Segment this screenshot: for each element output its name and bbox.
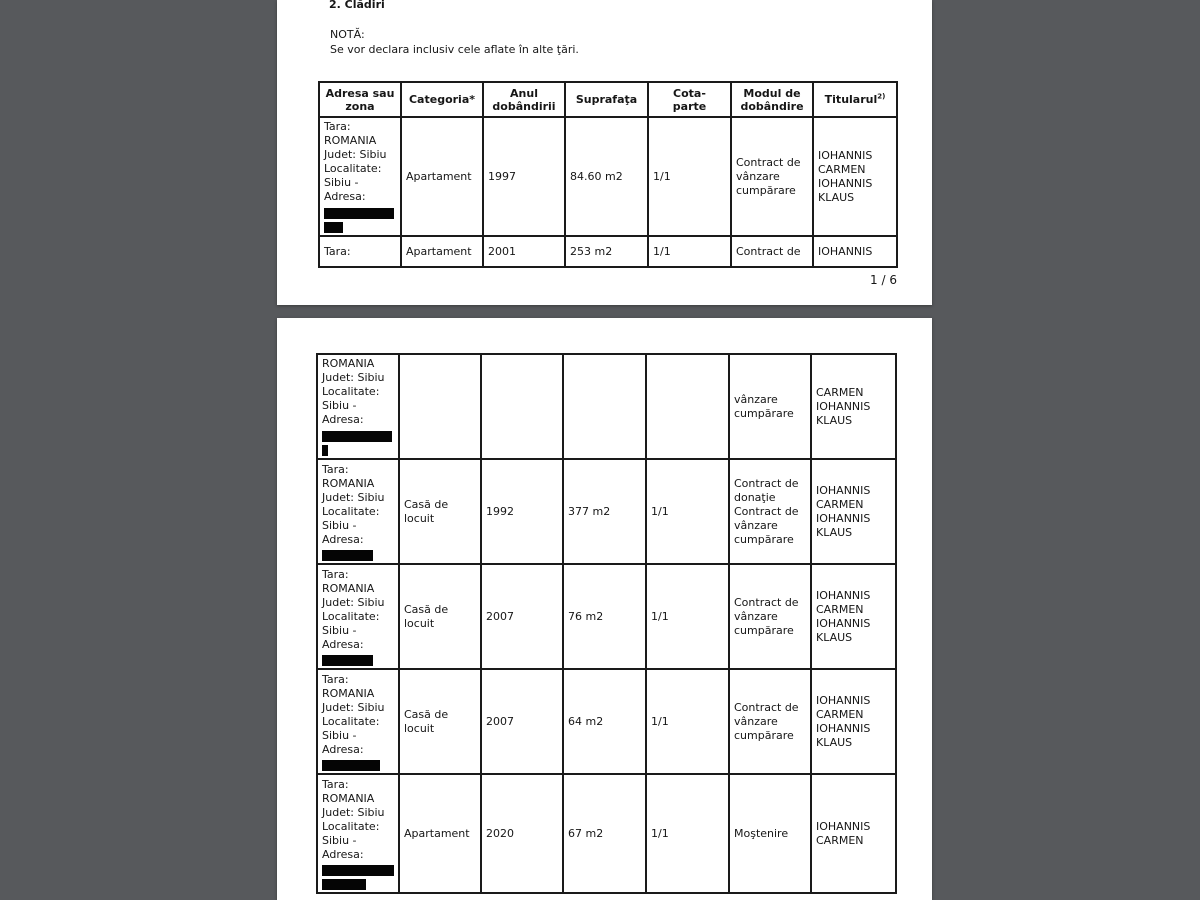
- category-cell: Casă de locuit: [399, 459, 481, 564]
- share-cell: 1/1: [648, 236, 731, 267]
- table-header-row: [319, 82, 897, 117]
- address-cell: ROMANIA Judet: Sibiu Localitate: Sibiu - Adresa:: [317, 354, 399, 459]
- redaction-bar: [322, 655, 373, 666]
- note-label: NOTĂ:: [330, 28, 365, 41]
- address-cell: Tara: ROMANIA Judet: Sibiu Localitate: Sibiu - Adresa:: [319, 117, 401, 236]
- share-cell: 1/1: [646, 669, 729, 774]
- redaction-bar: [322, 760, 380, 771]
- owner-cell: CARMEN IOHANNIS KLAUS: [811, 354, 896, 459]
- section-title: 2. Clădiri: [329, 0, 385, 11]
- address-cell: Tara: ROMANIA Judet: Sibiu Localitate: Sibiu - Adresa:: [317, 774, 399, 893]
- owner-cell: IOHANNIS CARMEN IOHANNIS KLAUS: [811, 459, 896, 564]
- acquisition-cell: vânzare cumpărare: [729, 354, 811, 459]
- share-cell: 1/1: [646, 564, 729, 669]
- acquisition-cell: Contract de vânzare cumpărare: [731, 117, 813, 236]
- owner-cell: IOHANNIS CARMEN IOHANNIS KLAUS: [811, 564, 896, 669]
- year-cell: 1997: [483, 117, 565, 236]
- acquisition-cell: Contract de: [731, 236, 813, 267]
- category-cell: [399, 354, 481, 459]
- share-cell: 1/1: [648, 117, 731, 236]
- redaction-bar: [322, 431, 392, 442]
- category-cell: Casă de locuit: [399, 564, 481, 669]
- year-cell: [481, 354, 563, 459]
- share-cell: 1/1: [646, 459, 729, 564]
- address-cell: Tara: ROMANIA Judet: Sibiu Localitate: Sibiu - Adresa:: [317, 459, 399, 564]
- address-cell: Tara: ROMANIA Judet: Sibiu Localitate: Sibiu - Adresa:: [317, 669, 399, 774]
- header-adresa: Adresa sau zona: [319, 82, 401, 117]
- category-cell: Casă de locuit: [399, 669, 481, 774]
- table-row: [317, 354, 896, 459]
- table-row: [317, 564, 896, 669]
- year-cell: 1992: [481, 459, 563, 564]
- category-cell: Apartament: [399, 774, 481, 893]
- year-cell: 2007: [481, 669, 563, 774]
- note-text: Se vor declara inclusiv cele aflate în alte ţări.: [330, 43, 579, 56]
- owner-cell: IOHANNIS CARMEN IOHANNIS KLAUS: [813, 117, 897, 236]
- area-cell: 76 m2: [563, 564, 646, 669]
- owner-cell: IOHANNIS CARMEN IOHANNIS KLAUS: [811, 669, 896, 774]
- table-row: [317, 669, 896, 774]
- acquisition-cell: Contract de donaţie Contract de vânzare cumpărare: [729, 459, 811, 564]
- area-cell: 253 m2: [565, 236, 648, 267]
- year-cell: 2020: [481, 774, 563, 893]
- table-row: [317, 459, 896, 564]
- document-page-2: [277, 318, 932, 900]
- year-cell: 2007: [481, 564, 563, 669]
- year-cell: 2001: [483, 236, 565, 267]
- area-cell: 84.60 m2: [565, 117, 648, 236]
- header-anul: Anul dobândirii: [483, 82, 565, 117]
- category-cell: Apartament: [401, 236, 483, 267]
- category-cell: Apartament: [401, 117, 483, 236]
- document-page-1: [277, 0, 932, 305]
- header-modul: Modul de dobândire: [731, 82, 813, 117]
- buildings-table: [318, 81, 898, 268]
- buildings-table-continued: [316, 353, 897, 894]
- address-cell: Tara:: [319, 236, 401, 267]
- redaction-bar: [322, 879, 366, 890]
- header-titularul: Titularul$^{2)}$: [813, 82, 897, 117]
- owner-cell: IOHANNIS CARMEN: [811, 774, 896, 893]
- area-cell: 67 m2: [563, 774, 646, 893]
- area-cell: [563, 354, 646, 459]
- header-cota: Cota- parte: [648, 82, 731, 117]
- redaction-bar: [324, 222, 343, 233]
- address-cell: Tara: ROMANIA Judet: Sibiu Localitate: Sibiu - Adresa:: [317, 564, 399, 669]
- owner-cell: IOHANNIS: [813, 236, 897, 267]
- redaction-bar: [322, 550, 373, 561]
- header-suprafata: Suprafaţa: [565, 82, 648, 117]
- page-number: 1 / 6: [870, 273, 897, 287]
- redaction-bar: [322, 445, 328, 456]
- redaction-bar: [324, 208, 394, 219]
- share-cell: 1/1: [646, 774, 729, 893]
- table-row: [317, 774, 896, 893]
- acquisition-cell: Contract de vânzare cumpărare: [729, 669, 811, 774]
- area-cell: 377 m2: [563, 459, 646, 564]
- table-row: [319, 117, 897, 236]
- area-cell: 64 m2: [563, 669, 646, 774]
- redaction-bar: [322, 865, 394, 876]
- acquisition-cell: Moştenire: [729, 774, 811, 893]
- table-row: [319, 236, 897, 267]
- share-cell: [646, 354, 729, 459]
- acquisition-cell: Contract de vânzare cumpărare: [729, 564, 811, 669]
- header-categoria: Categoria*: [401, 82, 483, 117]
